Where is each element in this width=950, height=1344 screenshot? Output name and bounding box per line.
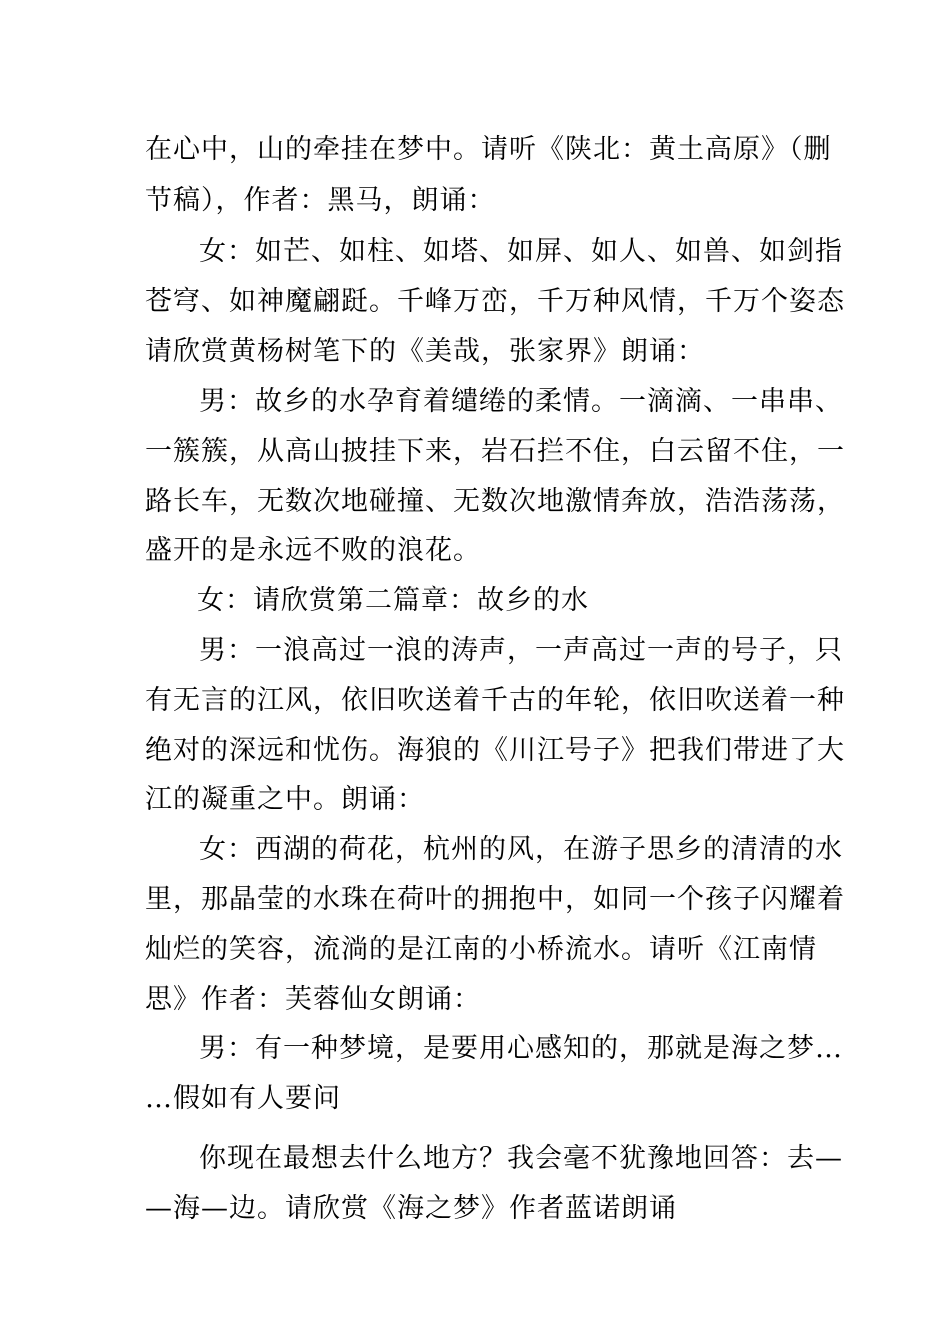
- text-line-4: 苍穹、如神魔翩跹。千峰万峦，千万种风情，千万个姿态: [145, 286, 845, 317]
- text-line-6: 男：故乡的水孕育着缱绻的柔情。一滴滴、一串串、: [199, 386, 843, 417]
- text-line-20: …假如有人要问: [145, 1083, 341, 1114]
- text-line-22: —海—边。请欣赏《海之梦》作者蓝诺朗诵: [145, 1193, 677, 1224]
- text-line-16: 里，那晶莹的水珠在荷叶的拥抱中，如同一个孩子闪耀着: [145, 884, 845, 915]
- text-line-21: 你现在最想去什么地方？我会毫不犹豫地回答：去—: [199, 1143, 843, 1174]
- text-line-13: 绝对的深远和忧伤。海狼的《川江号子》把我们带进了大: [145, 735, 845, 766]
- text-line-2: 节稿），作者：黑马，朗诵：: [145, 185, 496, 216]
- text-line-15: 女：西湖的荷花，杭州的风，在游子思乡的清清的水: [199, 834, 843, 865]
- text-line-11: 男：一浪高过一浪的涛声，一声高过一声的号子，只: [199, 635, 843, 666]
- text-line-10: 女：请欣赏第二篇章：故乡的水: [197, 585, 589, 616]
- text-line-8: 路长车，无数次地碰撞、无数次地激情奔放，浩浩荡荡，: [145, 486, 845, 517]
- text-line-12: 有无言的江风，依旧吹送着千古的年轮，依旧吹送着一种: [145, 685, 845, 716]
- text-line-5: 请欣赏黄杨树笔下的《美哉，张家界》朗诵：: [145, 336, 705, 367]
- text-line-17: 灿烂的笑容，流淌的是江南的小桥流水。请听《江南情: [145, 934, 817, 965]
- text-line-18: 思》作者：芙蓉仙女朗诵：: [145, 984, 481, 1015]
- text-line-7: 一簇簇，从高山披挂下来，岩石拦不住，白云留不住，一: [145, 436, 845, 467]
- text-line-1: 在心中，山的牵挂在梦中。请听《陕北：黄土高原》（删: [145, 134, 832, 165]
- text-line-9: 盛开的是永远不败的浪花。: [145, 535, 481, 566]
- text-line-3: 女：如芒、如柱、如塔、如屏、如人、如兽、如剑指: [199, 236, 843, 267]
- text-line-14: 江的凝重之中。朗诵：: [145, 784, 425, 815]
- text-line-19: 男：有一种梦境，是要用心感知的，那就是海之梦…: [199, 1033, 843, 1064]
